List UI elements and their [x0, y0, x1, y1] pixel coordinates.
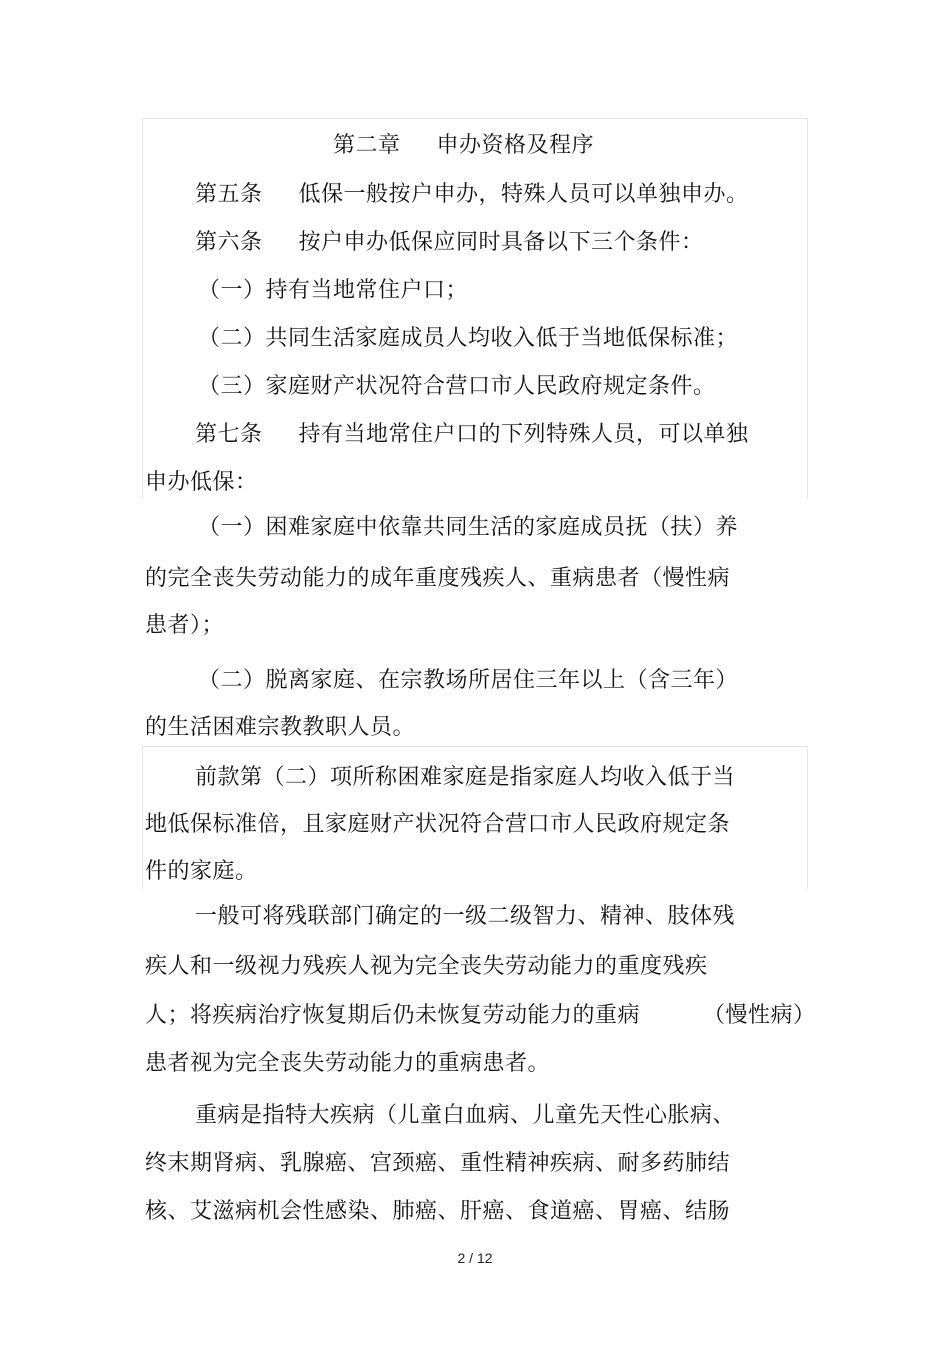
para-b-line-2: 疾人和一级视力残疾人视为完全丧失劳动能力的重度残疾 [145, 954, 708, 979]
chapter-title: 申办资格及程序 [436, 133, 595, 158]
para-b-line-3-tail: （慢性病） [703, 1003, 816, 1028]
article-7 [195, 421, 749, 449]
condition-3: （三）家庭财产状况符合营口市人民政府规定条件。 [198, 374, 716, 399]
article-5 [195, 181, 749, 209]
article-5-label: 第五条 [195, 182, 263, 207]
article-7-text: 持有当地常住户口的下列特殊人员，可以单独 [298, 422, 749, 447]
article-6 [195, 229, 704, 257]
special-2-line-2: 的生活困难宗教教职人员。 [145, 715, 416, 740]
chapter-label: 第二章 [333, 133, 401, 158]
para-b-line-4: 患者视为完全丧失劳动能力的重病患者。 [145, 1051, 551, 1076]
special-1-line-2: 的完全丧失劳动能力的成年重度残疾人、重病患者（慢性病 [145, 566, 731, 591]
para-b-line-1: 一般可将残联部门确定的一级二级智力、精神、肢体残 [195, 904, 736, 929]
para-c-line-1: 重病是指特大疾病（儿童白血病、儿童先天性心胀病、 [195, 1103, 736, 1128]
para-a-line-2: 地低保标准倍，且家庭财产状况符合营口市人民政府规定条 [145, 812, 731, 837]
page-number: 2 / 12 [457, 1250, 493, 1266]
special-1-line-1: （一）困难家庭中依靠共同生活的家庭成员抚（扶）养 [198, 515, 739, 540]
para-b-line-3: 人；将疾病治疗恢复期后仍未恢复劳动能力的重病 [145, 1003, 641, 1028]
condition-1: （一）持有当地常住户口； [198, 278, 469, 303]
para-a-line-3: 件的家庭。 [145, 859, 258, 884]
special-1-line-3: 患者）； [145, 613, 225, 638]
para-a-line-1: 前款第（二）项所称困难家庭是指家庭人均收入低于当 [195, 765, 736, 790]
article-6-text: 按户申办低保应同时具备以下三个条件： [298, 230, 704, 255]
article-7-label: 第七条 [195, 422, 263, 447]
article-6-label: 第六条 [195, 230, 263, 255]
para-c-line-2: 终末期肾病、乳腺癌、宫颈癌、重性精神疾病、耐多药肺结 [145, 1151, 731, 1176]
special-2-line-1: （二）脱离家庭、在宗教场所居住三年以上（含三年） [198, 668, 739, 693]
chapter-heading [333, 132, 594, 160]
article-7-continuation: 申办低保： [145, 470, 258, 495]
para-c-line-3: 核、艾滋病机会性感染、肺癌、肝癌、食道癌、胃癌、结肠 [145, 1199, 731, 1224]
condition-2: （二）共同生活家庭成员人均收入低于当地低保标准； [198, 326, 739, 351]
article-5-text: 低保一般按户申办，特殊人员可以单独申办。 [298, 182, 749, 207]
